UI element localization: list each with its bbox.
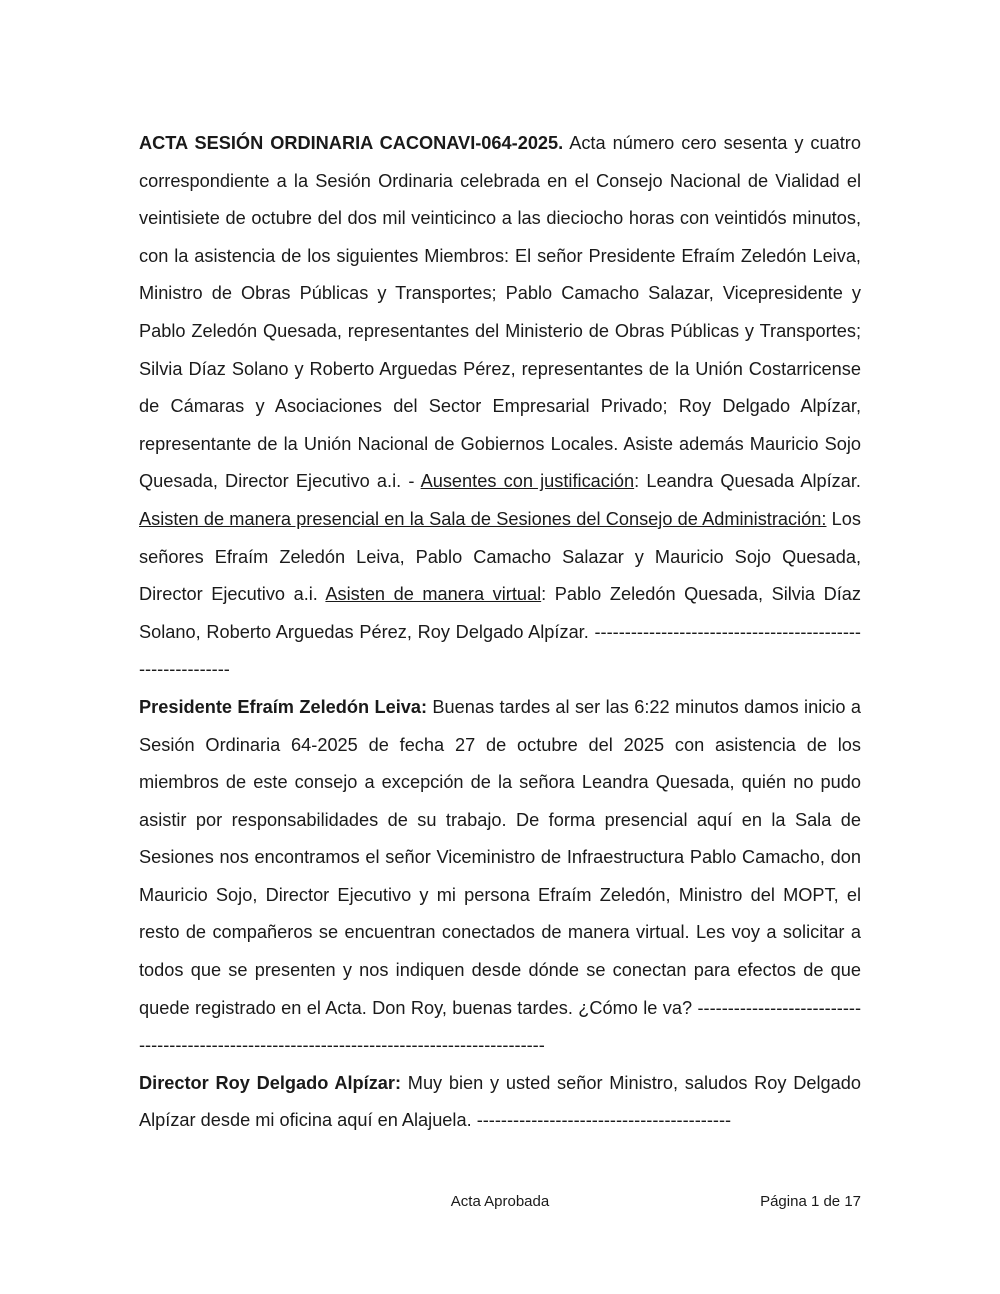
speaker-president: Presidente Efraím Zeledón Leiva: [139,696,428,717]
act-intro: Acta número cero sesenta y cuatro correspondiente a la Sesión Ordinaria celebrada en el Consejo Nacional de Vialidad el veintisiete de octubre del dos mil veinticinco a las dieciocho horas con veintidós minutos, con la asistencia de los siguientes Miembros: El señor Presidente Efraím Zeledón Leiva, Ministro de Obras Públicas y Transportes; Pablo Camacho Salazar, Vicepresidente y Pablo Zeledón Quesada, representantes del Ministerio de Obras Públicas y Transportes; Silvia Díaz Solano y Roberto Arguedas Pérez, representantes de la Unión Costarricense de Cámaras y Asociaciones del Sector Empresarial Privado; Roy Delgado Alpízar, representante de la Unión Nacional de Gobiernos Locales. Asiste además Mauricio Sojo Quesada, Director Ejecutivo a.i. - [139,133,861,492]
president-text: Buenas tardes al ser las 6:22 minutos damos inicio a Sesión Ordinaria 64-2025 de fecha 27 de octubre del 2025 con asistencia de los miembros de este consejo a excepción de la señora Leandra Quesada, quién no pudo asistir por responsabilidades de su trabajo. De forma presencial aquí en la Sala de Sesiones nos encontramos el señor Viceministro de Infraestructura Pablo Camacho, don Mauricio Sojo, Director Ejecutivo y mi persona Efraím Zeledón, Ministro del MOPT, el resto de compañeros se encuentran conectados de manera virtual. Les voy a solicitar a todos que se presenten y nos indiquen desde dónde se conectan para efectos de que quede registrado en el Acta. Don Roy, buenas tardes. ¿Cómo le va? [139,696,861,1018]
presential-label: Asisten de manera presencial en la Sala de Sesiones del Consejo de Administración: [139,508,827,529]
footer-status: Acta Aprobada [450,1193,550,1210]
director-text: Muy bien y usted señor Ministro, saludos Roy Delgado Alpízar desde mi oficina aquí en Alajuela. [139,1072,861,1131]
page-number: Página 1 de 17 [760,1193,861,1210]
virtual-text: : Pablo Zeledón Quesada, Silvia Díaz Solano, Roberto Arguedas Pérez, Roy Delgado Alpízar. [139,584,861,642]
speaker-director: Director Roy Delgado Alpízar: [139,1072,402,1093]
paragraph-president [139,689,861,1065]
document-body [139,125,861,1140]
presential-text: Los señores Efraím Zeledón Leiva, Pablo Camacho Salazar y Mauricio Sojo Quesada, Director Ejecutivo a.i. [139,508,861,605]
dash-filler: ---------------------------------------------------------------------------------------------- [139,997,861,1056]
dash-filler: ----------------------------------------------------------- [139,621,861,680]
virtual-label: Asisten de manera virtual [325,584,542,605]
paragraph-director [139,1065,861,1140]
dash-filler: ------------------------------------------ [476,1110,732,1131]
absent-text: : Leandra Quesada Alpízar. [634,471,861,492]
absent-label: Ausentes con justificación [420,471,635,492]
paragraph-opening [139,125,861,689]
page-footer [139,1193,861,1217]
act-title: ACTA SESIÓN ORDINARIA CACONAVI-064-2025. [139,133,564,153]
